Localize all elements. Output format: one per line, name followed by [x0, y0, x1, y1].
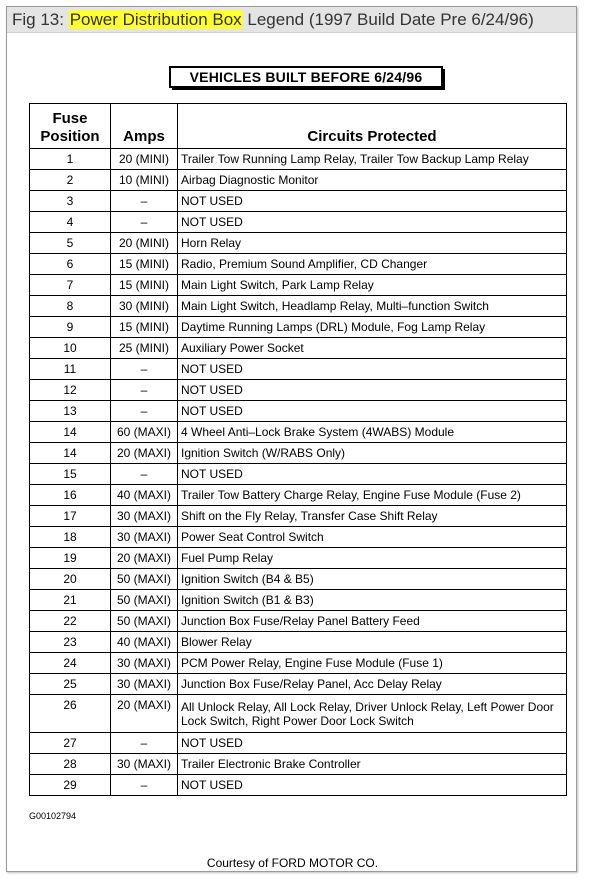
- table-row: [30, 754, 567, 775]
- table-row: [30, 275, 567, 296]
- amps-cell: –: [111, 733, 178, 754]
- amps-cell: 20 (MAXI): [111, 695, 178, 733]
- header-fuse-position-line1: Fuse: [52, 110, 88, 127]
- amps-cell: 50 (MAXI): [111, 569, 178, 590]
- table-row: [30, 422, 567, 443]
- table-row: [30, 611, 567, 632]
- circuit-cell: NOT USED: [178, 401, 567, 422]
- fuse-position-cell: 12: [30, 380, 111, 401]
- fuse-position-cell: 10: [30, 338, 111, 359]
- amps-cell: 15 (MINI): [111, 254, 178, 275]
- circuit-cell: Main Light Switch, Park Lamp Relay: [178, 275, 567, 296]
- header-fuse-position-line2: Position: [40, 128, 100, 145]
- amps-cell: 40 (MAXI): [111, 632, 178, 653]
- circuit-cell: Trailer Tow Running Lamp Relay, Trailer Tow Backup Lamp Relay: [178, 149, 567, 170]
- amps-cell: –: [111, 191, 178, 212]
- figure-caption-highlight: Power Distribution Box: [69, 10, 242, 29]
- amps-cell: –: [111, 359, 178, 380]
- fuse-position-cell: 14: [30, 422, 111, 443]
- header-amps: Amps: [111, 104, 178, 149]
- table-row: [30, 653, 567, 674]
- figure-caption: [7, 7, 576, 33]
- table-row: [30, 317, 567, 338]
- circuit-cell: NOT USED: [178, 359, 567, 380]
- table-row: [30, 380, 567, 401]
- fuse-position-cell: 1: [30, 149, 111, 170]
- figure-code: G00102794: [29, 811, 77, 821]
- amps-cell: –: [111, 380, 178, 401]
- table-row: [30, 149, 567, 170]
- table-row: [30, 674, 567, 695]
- table-row: [30, 254, 567, 275]
- circuit-cell: Ignition Switch (B4 & B5): [178, 569, 567, 590]
- fuse-position-cell: 8: [30, 296, 111, 317]
- amps-cell: 20 (MAXI): [111, 548, 178, 569]
- table-row: [30, 485, 567, 506]
- table-row: [30, 569, 567, 590]
- circuit-cell: Radio, Premium Sound Amplifier, CD Changer: [178, 254, 567, 275]
- amps-cell: –: [111, 401, 178, 422]
- circuit-cell: Trailer Tow Battery Charge Relay, Engine Fuse Module (Fuse 2): [178, 485, 567, 506]
- fuse-position-cell: 20: [30, 569, 111, 590]
- amps-cell: 30 (MAXI): [111, 674, 178, 695]
- fuse-position-cell: 26: [30, 695, 111, 733]
- table-row: [30, 733, 567, 754]
- table-row: [30, 191, 567, 212]
- table-row: [30, 775, 567, 796]
- circuit-cell: All Unlock Relay, All Lock Relay, Driver Unlock Relay, Left Power Door Lock Switch, Right Power Door Lock Switch: [178, 695, 567, 733]
- fuse-position-cell: 24: [30, 653, 111, 674]
- amps-cell: 40 (MAXI): [111, 485, 178, 506]
- circuit-cell: NOT USED: [178, 380, 567, 401]
- table-row: [30, 527, 567, 548]
- fuse-position-cell: 5: [30, 233, 111, 254]
- amps-cell: 20 (MINI): [111, 233, 178, 254]
- amps-cell: 60 (MAXI): [111, 422, 178, 443]
- fuse-position-cell: 6: [30, 254, 111, 275]
- circuit-cell: PCM Power Relay, Engine Fuse Module (Fuse 1): [178, 653, 567, 674]
- amps-cell: 10 (MINI): [111, 170, 178, 191]
- amps-cell: 30 (MAXI): [111, 527, 178, 548]
- table-row: [30, 170, 567, 191]
- fuse-position-cell: 3: [30, 191, 111, 212]
- header-fuse-position: [30, 104, 111, 149]
- amps-cell: 15 (MINI): [111, 275, 178, 296]
- circuit-cell: 4 Wheel Anti–Lock Brake System (4WABS) Module: [178, 422, 567, 443]
- fuse-position-cell: 17: [30, 506, 111, 527]
- fuse-position-cell: 28: [30, 754, 111, 775]
- amps-cell: 30 (MAXI): [111, 653, 178, 674]
- fuse-legend-table: [29, 103, 567, 796]
- circuit-cell: Fuel Pump Relay: [178, 548, 567, 569]
- circuit-cell: Horn Relay: [178, 233, 567, 254]
- vehicles-built-banner: VEHICLES BUILT BEFORE 6/24/96: [169, 66, 443, 88]
- fuse-position-cell: 2: [30, 170, 111, 191]
- amps-cell: 20 (MINI): [111, 149, 178, 170]
- circuit-cell: Junction Box Fuse/Relay Panel, Acc Delay Relay: [178, 674, 567, 695]
- circuit-cell: NOT USED: [178, 733, 567, 754]
- amps-cell: 15 (MINI): [111, 317, 178, 338]
- amps-cell: –: [111, 464, 178, 485]
- courtesy-credit: Courtesy of FORD MOTOR CO.: [206, 856, 379, 870]
- table-row: [30, 464, 567, 485]
- table-header-row: [30, 104, 567, 149]
- fuse-position-cell: 18: [30, 527, 111, 548]
- fuse-position-cell: 11: [30, 359, 111, 380]
- fuse-position-cell: 14: [30, 443, 111, 464]
- table-row: [30, 401, 567, 422]
- amps-cell: –: [111, 212, 178, 233]
- fuse-position-cell: 27: [30, 733, 111, 754]
- circuit-cell: Daytime Running Lamps (DRL) Module, Fog Lamp Relay: [178, 317, 567, 338]
- table-row: [30, 632, 567, 653]
- fuse-position-cell: 23: [30, 632, 111, 653]
- table-row: [30, 695, 567, 733]
- amps-cell: 20 (MAXI): [111, 443, 178, 464]
- fuse-position-cell: 29: [30, 775, 111, 796]
- amps-cell: 30 (MAXI): [111, 506, 178, 527]
- circuit-cell: Blower Relay: [178, 632, 567, 653]
- amps-cell: 50 (MAXI): [111, 611, 178, 632]
- fuse-position-cell: 13: [30, 401, 111, 422]
- amps-cell: 30 (MAXI): [111, 754, 178, 775]
- table-row: [30, 233, 567, 254]
- amps-cell: 50 (MAXI): [111, 590, 178, 611]
- circuit-cell: Ignition Switch (B1 & B3): [178, 590, 567, 611]
- fuse-position-cell: 21: [30, 590, 111, 611]
- table-row: [30, 296, 567, 317]
- circuit-cell: NOT USED: [178, 775, 567, 796]
- table-row: [30, 506, 567, 527]
- circuit-cell: Shift on the Fly Relay, Transfer Case Shift Relay: [178, 506, 567, 527]
- circuit-cell: Trailer Electronic Brake Controller: [178, 754, 567, 775]
- table-row: [30, 359, 567, 380]
- header-circuits-protected: Circuits Protected: [178, 104, 567, 149]
- fuse-position-cell: 22: [30, 611, 111, 632]
- figure-caption-prefix: Fig 13:: [12, 10, 69, 29]
- amps-cell: 30 (MINI): [111, 296, 178, 317]
- circuit-cell: NOT USED: [178, 464, 567, 485]
- circuit-cell: NOT USED: [178, 191, 567, 212]
- table-row: [30, 443, 567, 464]
- table-row: [30, 212, 567, 233]
- circuit-cell: Airbag Diagnostic Monitor: [178, 170, 567, 191]
- fuse-table-body: [30, 149, 567, 796]
- fuse-position-cell: 9: [30, 317, 111, 338]
- figure-frame: [6, 6, 577, 872]
- figure-caption-suffix: Legend (1997 Build Date Pre 6/24/96): [242, 10, 534, 29]
- circuit-cell: Ignition Switch (W/RABS Only): [178, 443, 567, 464]
- fuse-position-cell: 19: [30, 548, 111, 569]
- amps-cell: 25 (MINI): [111, 338, 178, 359]
- circuit-cell: Power Seat Control Switch: [178, 527, 567, 548]
- table-row: [30, 338, 567, 359]
- fuse-position-cell: 7: [30, 275, 111, 296]
- fuse-position-cell: 25: [30, 674, 111, 695]
- fuse-position-cell: 16: [30, 485, 111, 506]
- circuit-cell: Main Light Switch, Headlamp Relay, Multi–function Switch: [178, 296, 567, 317]
- fuse-position-cell: 4: [30, 212, 111, 233]
- amps-cell: –: [111, 775, 178, 796]
- table-row: [30, 548, 567, 569]
- table-row: [30, 590, 567, 611]
- circuit-cell: NOT USED: [178, 212, 567, 233]
- circuit-cell: Auxiliary Power Socket: [178, 338, 567, 359]
- circuit-cell: Junction Box Fuse/Relay Panel Battery Feed: [178, 611, 567, 632]
- fuse-position-cell: 15: [30, 464, 111, 485]
